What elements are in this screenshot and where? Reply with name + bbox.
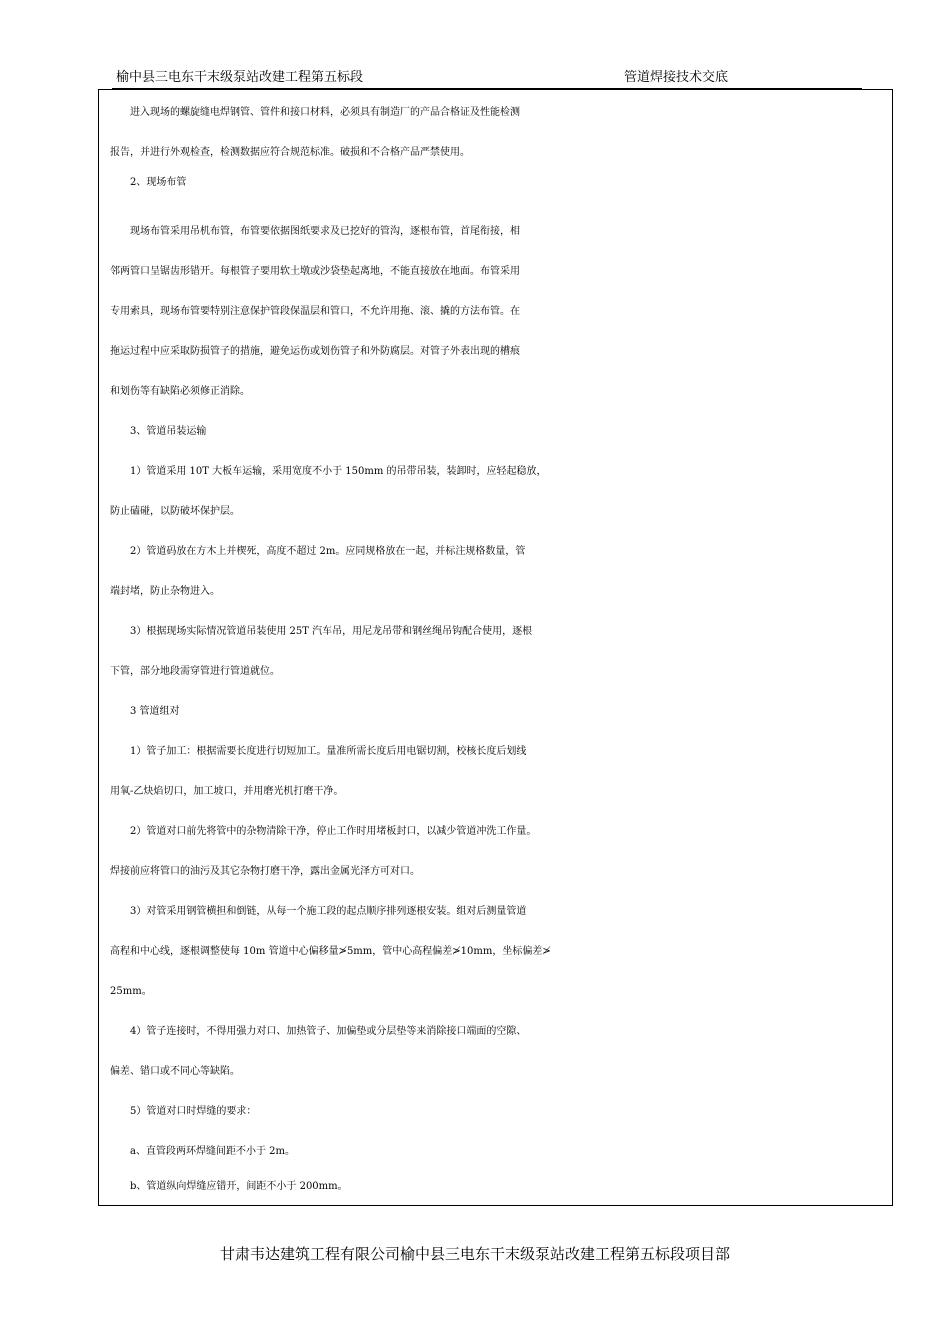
text-line: 偏差、错口或不同心等缺陷。 — [110, 1066, 240, 1077]
text-line: 拖运过程中应采取防损管子的措施，避免运伤或划伤管子和外防腐层。对管子外表出现的槽痕 — [110, 346, 520, 357]
text-line: 高程和中心线，逐根调整使每 10m 管道中心偏移量≯5mm，管中心高程偏差≯10mm，坐标偏差≯ — [110, 946, 551, 957]
section-heading: 3 管道组对 — [110, 706, 180, 717]
text-line: 2）管道对口前先将管中的杂物清除干净，停止工作时用堵板封口，以减少管道冲洗工作量。 — [110, 826, 537, 837]
text-line: 防止磕碰，以防破坏保护层。 — [110, 506, 240, 517]
text-line: 报告，并进行外观检查，检测数据应符合规范标准。破损和不合格产品严禁使用。 — [110, 147, 470, 158]
section-heading: 3、管道吊装运输 — [110, 426, 207, 437]
text-line: 焊接前应将管口的油污及其它杂物打磨干净，露出金属光泽方可对口。 — [110, 866, 420, 877]
text-line: 25mm。 — [110, 986, 152, 997]
header-document-type: 管道焊接技术交底 — [624, 70, 729, 85]
text-line: 和划伤等有缺陷必须修正消除。 — [110, 386, 250, 397]
text-line: 4）管子连接时，不得用强力对口、加热管子、加偏垫或分层垫等来消除接口端面的空隙、 — [110, 1026, 527, 1037]
text-line: 下管，部分地段需穿管进行管道就位。 — [110, 666, 280, 677]
text-line: 3）根据现场实际情况管道吊装使用 25T 汽车吊，用尼龙吊带和钢丝绳吊钩配合使用，逐根 — [110, 626, 533, 637]
section-heading: 2、现场布管 — [110, 177, 187, 188]
text-line: 邻两管口呈锯齿形错开。每根管子要用软土墩或沙袋垫起离地，不能直接放在地面。布管采用 — [110, 266, 520, 277]
text-line: 1）管道采用 10T 大板车运输，采用宽度不小于 150mm 的吊带吊装，装卸时，应轻起稳放， — [110, 466, 547, 477]
header-project-title: 榆中县三电东干末级泵站改建工程第五标段 — [116, 70, 364, 85]
text-line: 进入现场的螺旋缝电焊钢管、管件和接口材料，必须具有制造厂的产品合格证及性能检测 — [110, 107, 520, 118]
text-line: 端封堵，防止杂物进入。 — [110, 586, 220, 597]
text-line: 1）管子加工：根据需要长度进行切短加工。量准所需长度后用电锯切割，校核长度后划线 — [110, 746, 527, 757]
footer-company: 甘肃韦达建筑工程有限公司榆中县三电东干末级泵站改建工程第五标段项目部 — [219, 1245, 730, 1263]
text-line: 2）管道码放在方木上并楔死，高度不超过 2m。应同规格放在一起，并标注规格数量，管 — [110, 546, 526, 557]
text-line: 3）对管采用钢管横担和倒链，从每一个施工段的起点顺序排列逐根安装。组对后测量管道 — [110, 906, 527, 917]
text-line: 专用索具，现场布管要特别注意保护管段保温层和管口，不允许用拖、滚、撬的方法布管。在 — [110, 306, 520, 317]
text-line: b、管道纵向焊缝应错开，间距不小于 200mm。 — [110, 1181, 348, 1192]
text-line: 现场布管采用吊机布管，布管要依据图纸要求及已挖好的管沟，逐根布管，首尾衔接，相 — [110, 226, 520, 237]
text-line: a、直管段两环焊缝间距不小于 2m。 — [110, 1146, 295, 1157]
text-line: 5）管道对口时焊缝的要求： — [110, 1106, 257, 1117]
text-line: 用氧-乙炔焰切口，加工坡口，并用磨光机打磨干净。 — [110, 786, 344, 797]
